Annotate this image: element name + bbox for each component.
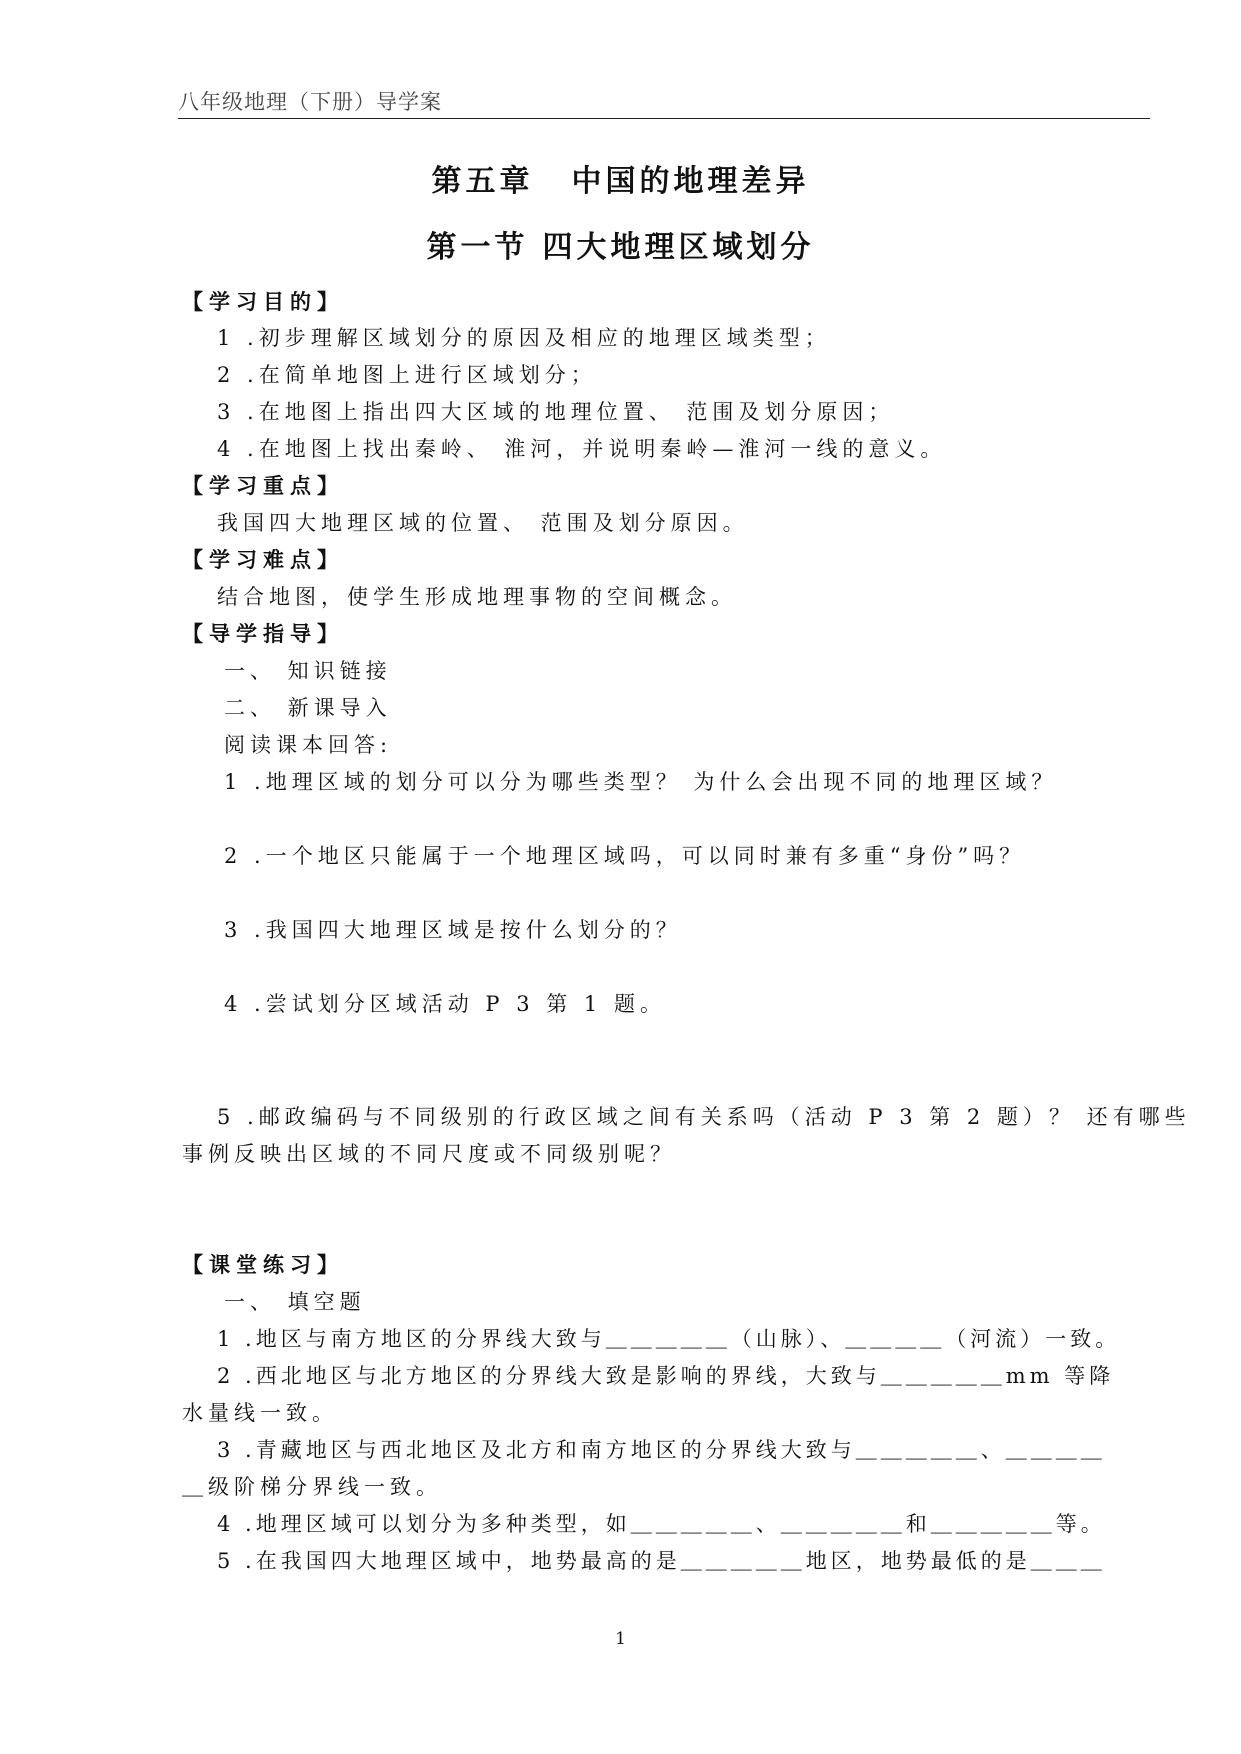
practice-item: 2 .西北地区与北方地区的分界线大致是影响的界线，大致与＿＿＿＿＿mm 等降 [217, 1364, 1115, 1388]
difficulties-text: 结合地图，使学生形成地理事物的空间概念。 [217, 585, 737, 609]
chapter-name: 中国的地理差异 [571, 164, 810, 199]
guide-question-5-line1: 5 .邮政编码与不同级别的行政区域之间有关系吗（活动 P 3 第 2 题）？ 还有哪些 [217, 1105, 1191, 1129]
running-header: 八年级地理（下册）导学案 [178, 88, 1150, 119]
objectives-heading: 【学习目的】 [182, 289, 344, 314]
objective-item: 4 .在地图上找出秦岭、 淮河，并说明秦岭—淮河一线的意义。 [217, 437, 947, 461]
practice-subheading: 一、 填空题 [224, 1290, 366, 1314]
practice-item: 1 .地区与南方地区的分界线大致与＿＿＿＿＿（山脉）、＿＿＿＿（河流）一致。 [217, 1327, 1121, 1351]
key-points-text: 我国四大地理区域的位置、 范围及划分原因。 [217, 511, 749, 535]
chapter-label: 第五章 [431, 164, 534, 199]
section-title [0, 228, 1241, 268]
guide-question: 2 .一个地区只能属于一个地理区域吗，可以同时兼有多重“身份”吗？ [224, 844, 1026, 868]
guide-part-knowledge: 一、 知识链接 [224, 659, 392, 683]
guide-question: 3 .我国四大地理区域是按什么划分的？ [224, 918, 682, 942]
objective-item: 2 .在简单地图上进行区域划分； [217, 363, 597, 387]
practice-item: 4 .地理区域可以划分为多种类型，如＿＿＿＿＿、＿＿＿＿＿和＿＿＿＿＿等。 [217, 1512, 1106, 1536]
difficulties-heading: 【学习难点】 [182, 547, 344, 572]
guide-intro: 阅读课本回答: [224, 733, 393, 757]
objective-item: 1 .初步理解区域划分的原因及相应的地理区域类型； [217, 326, 831, 350]
practice-item: 5 .在我国四大地理区域中，地势最高的是＿＿＿＿＿地区，地势最低的是＿＿＿ [217, 1549, 1106, 1573]
guide-heading: 【导学指导】 [182, 621, 344, 646]
section-name: 四大地理区域划分 [542, 230, 815, 265]
guide-question: 4 .尝试划分区域活动 P 3 第 1 题。 [224, 992, 666, 1016]
guide-part-new-lesson: 二、 新课导入 [224, 696, 392, 720]
practice-item-continued: 水量线一致。 [182, 1401, 338, 1425]
guide-question-5-line2: 事例反映出区域的不同尺度或不同级别呢？ [182, 1142, 676, 1166]
key-points-heading: 【学习重点】 [182, 473, 344, 498]
objective-item: 3 .在地图上指出四大区域的地理位置、 范围及划分原因； [217, 400, 895, 424]
practice-heading: 【课堂练习】 [182, 1252, 344, 1277]
section-label: 第一节 [426, 230, 529, 265]
practice-item: 3 .青藏地区与西北地区及北方和南方地区的分界线大致与＿＿＿＿＿、＿＿＿＿ [217, 1438, 1106, 1462]
guide-question: 1 .地理区域的划分可以分为哪些类型？ 为什么会出现不同的地理区域？ [224, 770, 1058, 794]
practice-item-continued: ＿级阶梯分界线一致。 [182, 1475, 442, 1499]
page-number: 1 [615, 1629, 626, 1649]
chapter-title [0, 162, 1241, 202]
